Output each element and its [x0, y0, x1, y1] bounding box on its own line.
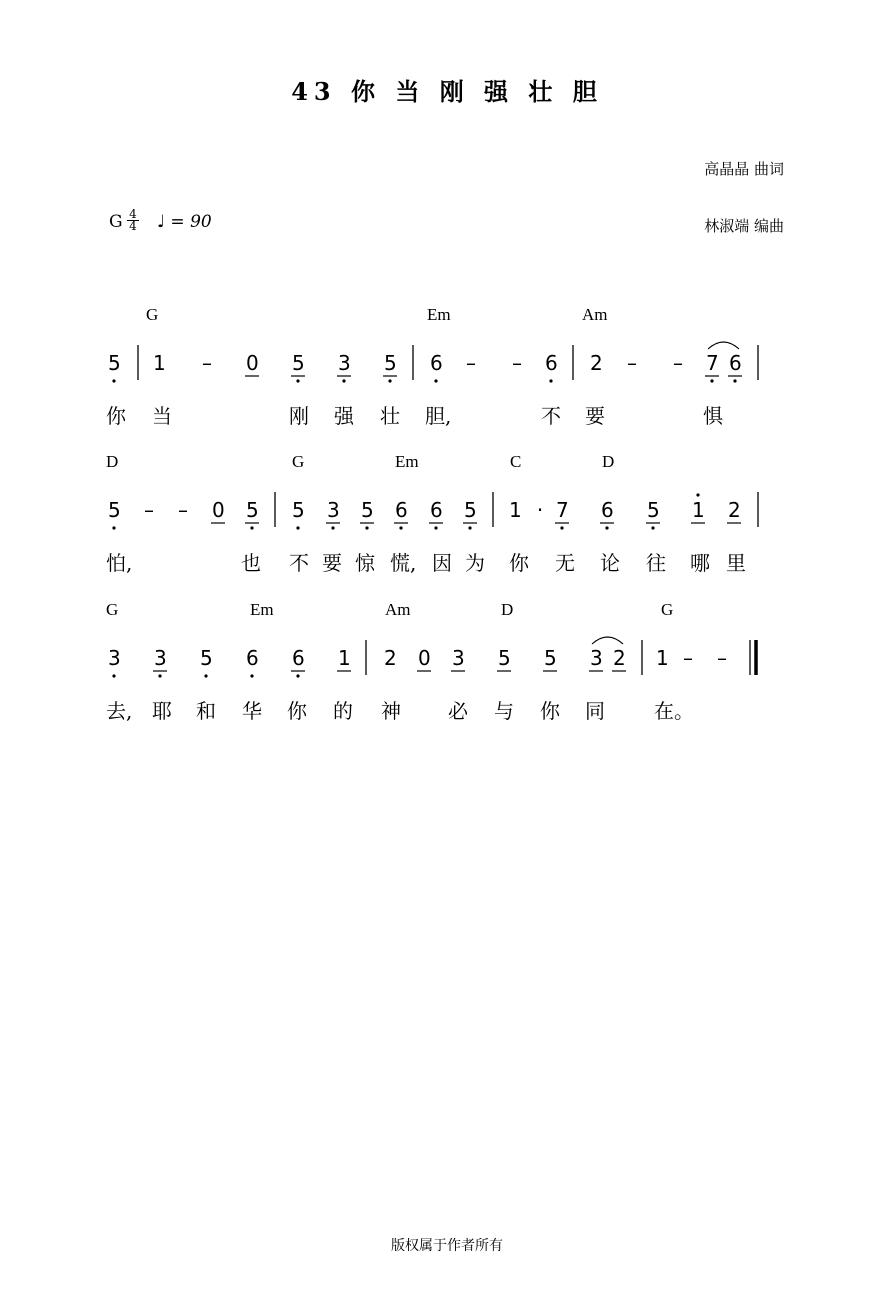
- chord-symbol: Em: [427, 305, 451, 324]
- lyric-char: 你: [287, 699, 307, 723]
- jianpu-note: –: [627, 351, 637, 375]
- jianpu-note: 3: [108, 646, 121, 670]
- jianpu-note: 2: [613, 646, 626, 670]
- lyric-char: 的: [333, 699, 353, 723]
- chord-symbol: G: [292, 452, 305, 471]
- jianpu-note: 1: [338, 646, 351, 670]
- jianpu-note: 1: [656, 646, 669, 670]
- lyric-char: 去,: [106, 699, 133, 723]
- chord-symbol: D: [602, 452, 615, 471]
- jianpu-note: 6: [430, 498, 443, 522]
- lyric-char: 因: [432, 551, 452, 575]
- low-octave-dot: [651, 526, 654, 529]
- lyric-char: 和: [196, 699, 216, 723]
- jianpu-note: 6: [729, 351, 742, 375]
- jianpu-note: 3: [452, 646, 465, 670]
- low-octave-dot: [296, 674, 299, 677]
- jianpu-note: 6: [545, 351, 558, 375]
- jianpu-note: 3: [338, 351, 351, 375]
- lyric-char: 惊: [355, 551, 375, 575]
- chord-symbol: C: [510, 452, 522, 471]
- lyric-char: 慌,: [390, 551, 417, 575]
- jianpu-note: 5: [361, 498, 374, 522]
- lyric-char: 无: [555, 551, 575, 575]
- jianpu-note: 5: [498, 646, 511, 670]
- jianpu-note: 6: [430, 351, 443, 375]
- jianpu-note: 0: [418, 646, 431, 670]
- lyric-char: 哪: [690, 551, 710, 575]
- low-octave-dot: [112, 674, 115, 677]
- key-signature: G: [109, 212, 123, 232]
- copyright-footer: 版权属于作者所有: [391, 1238, 503, 1254]
- low-octave-dot: [434, 526, 437, 529]
- jianpu-note: –: [512, 351, 522, 375]
- lyric-char: 要: [585, 404, 605, 428]
- jianpu-note: 7: [706, 351, 719, 375]
- jianpu-note: 5: [292, 351, 305, 375]
- jianpu-note: 5: [292, 498, 305, 522]
- jianpu-note: –: [202, 351, 212, 375]
- lyric-char: 不: [289, 551, 309, 575]
- jianpu-note: 5: [647, 498, 660, 522]
- tie-slur: [592, 637, 623, 644]
- tie-slur: [708, 342, 739, 349]
- chord-symbol: Em: [395, 452, 419, 471]
- lyric-char: 华: [242, 699, 262, 723]
- jianpu-note: –: [144, 498, 154, 522]
- low-octave-dot: [331, 526, 334, 529]
- jianpu-note: –: [178, 498, 188, 522]
- jianpu-note: 2: [728, 498, 741, 522]
- lyric-char: 里: [726, 551, 746, 575]
- chord-symbol: D: [106, 452, 119, 471]
- lyric-char: 当: [152, 404, 172, 428]
- lyric-char: 神: [381, 699, 401, 723]
- jianpu-note: 6: [246, 646, 259, 670]
- low-octave-dot: [112, 526, 115, 529]
- low-octave-dot: [158, 674, 161, 677]
- lyric-char: 在。: [654, 699, 694, 723]
- jianpu-note: 0: [246, 351, 259, 375]
- low-octave-dot: [399, 526, 402, 529]
- arranger-credit: 林淑端 编曲: [704, 217, 784, 235]
- jianpu-note: 3: [154, 646, 167, 670]
- jianpu-note: 6: [395, 498, 408, 522]
- low-octave-dot: [296, 379, 299, 382]
- lyric-char: 你: [540, 699, 560, 723]
- lyric-char: 胆,: [425, 404, 452, 428]
- jianpu-note: 2: [590, 351, 603, 375]
- jianpu-note: 1: [692, 498, 705, 522]
- lyric-char: 你: [509, 551, 529, 575]
- low-octave-dot: [549, 379, 552, 382]
- lyric-char: 你: [106, 404, 126, 428]
- jianpu-note: 6: [601, 498, 614, 522]
- chord-symbol: Em: [250, 600, 274, 619]
- jianpu-note: 0: [212, 498, 225, 522]
- jianpu-note: 7: [556, 498, 569, 522]
- jianpu-note: 5: [464, 498, 477, 522]
- low-octave-dot: [733, 379, 736, 382]
- jianpu-note: –: [717, 646, 727, 670]
- jianpu-note: 5: [384, 351, 397, 375]
- low-octave-dot: [605, 526, 608, 529]
- jianpu-note: 1: [509, 498, 522, 522]
- time-signature-bottom: 4: [127, 220, 139, 232]
- lyric-char: 怕,: [106, 551, 133, 575]
- high-octave-dot: [696, 493, 699, 496]
- jianpu-note: 6: [292, 646, 305, 670]
- chord-symbol: Am: [385, 600, 411, 619]
- low-octave-dot: [468, 526, 471, 529]
- jianpu-note: 1: [153, 351, 166, 375]
- low-octave-dot: [296, 526, 299, 529]
- jianpu-note: 3: [327, 498, 340, 522]
- low-octave-dot: [710, 379, 713, 382]
- lyric-char: 往: [646, 551, 666, 575]
- jianpu-note: ·: [536, 498, 544, 522]
- low-octave-dot: [365, 526, 368, 529]
- jianpu-note: –: [466, 351, 476, 375]
- jianpu-note: –: [673, 351, 683, 375]
- lyric-char: 壮: [380, 404, 400, 428]
- tempo-marking: ♩ = 90: [157, 212, 212, 232]
- lyric-char: 不: [541, 404, 561, 428]
- lyric-char: 惧: [703, 404, 723, 428]
- lyric-char: 强: [334, 404, 354, 428]
- jianpu-note: 3: [590, 646, 603, 670]
- jianpu-note: 5: [108, 351, 121, 375]
- chord-symbol: Am: [582, 305, 608, 324]
- lyricist-composer-credit: 高晶晶 曲词: [704, 160, 784, 178]
- low-octave-dot: [250, 674, 253, 677]
- lyric-char: 耶: [152, 699, 172, 723]
- chord-symbol: G: [146, 305, 159, 324]
- lyric-char: 必: [448, 699, 468, 723]
- time-signature-top: 4: [129, 207, 137, 221]
- low-octave-dot: [112, 379, 115, 382]
- jianpu-note: 2: [384, 646, 397, 670]
- jianpu-note: 5: [200, 646, 213, 670]
- low-octave-dot: [388, 379, 391, 382]
- low-octave-dot: [434, 379, 437, 382]
- low-octave-dot: [560, 526, 563, 529]
- chord-symbol: D: [501, 600, 514, 619]
- jianpu-note: 5: [246, 498, 259, 522]
- low-octave-dot: [342, 379, 345, 382]
- lyric-char: 论: [600, 551, 620, 575]
- lyric-char: 为: [465, 551, 485, 575]
- jianpu-note: 5: [544, 646, 557, 670]
- jianpu-note: –: [683, 646, 693, 670]
- chord-symbol: G: [661, 600, 674, 619]
- lyric-char: 要: [322, 551, 342, 575]
- low-octave-dot: [250, 526, 253, 529]
- lyric-char: 也: [241, 551, 261, 575]
- jianpu-note: 5: [108, 498, 121, 522]
- lyric-char: 与: [494, 699, 514, 723]
- page-title: 43 你 当 刚 强 壮 胆: [291, 77, 603, 106]
- lyric-char: 同: [585, 699, 605, 723]
- chord-symbol: G: [106, 600, 119, 619]
- low-octave-dot: [204, 674, 207, 677]
- lyric-char: 刚: [289, 404, 309, 428]
